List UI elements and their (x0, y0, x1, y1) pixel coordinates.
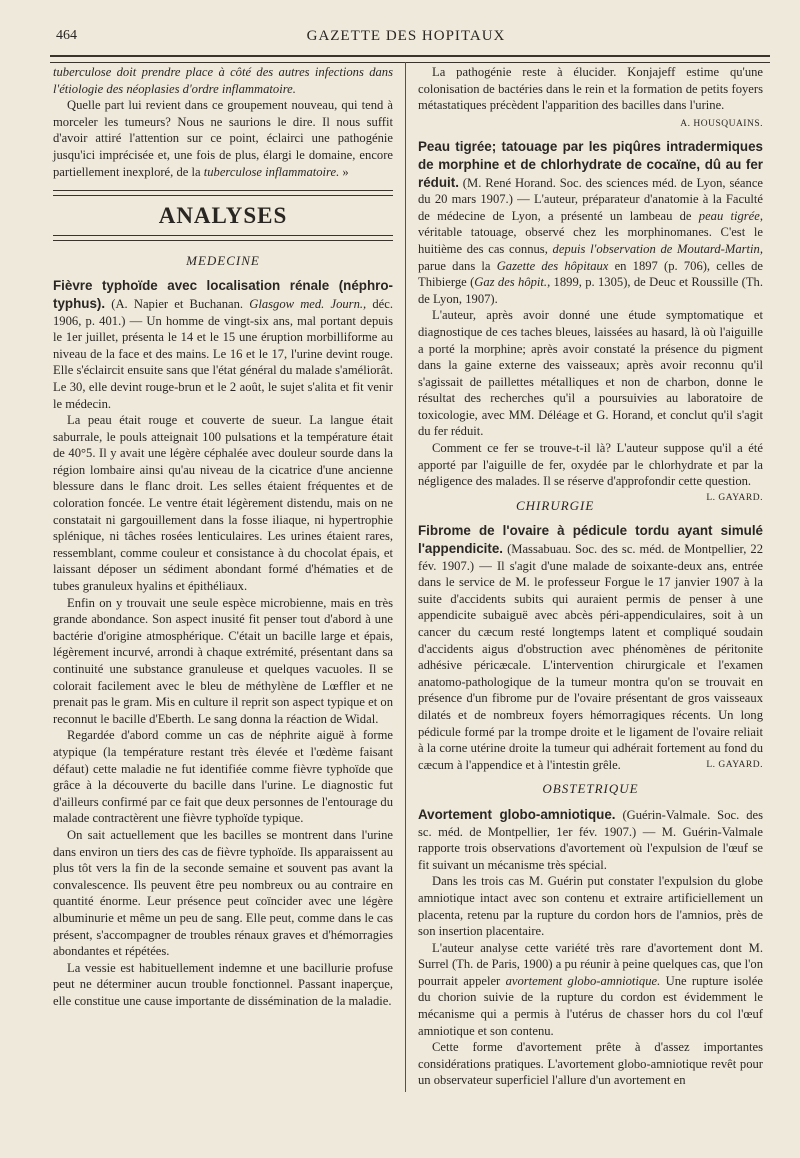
header-rule (50, 55, 770, 63)
journal-title: GAZETTE DES HOPITAUX (306, 28, 506, 44)
right-column (418, 64, 763, 1089)
article-1-paragraph-5: On sait actuellement que les bacilles se montrent dans l'urine dans environ un tiers des cas de fièvre typhoïde. Ils apparaissent au plus tôt vers la fin de la seconde semaine et souvent pas avant la convalescence. Ils peuvent être peu nombreux ou au contraire en quantité énorme. Leur présence peut coïncider avec une légère albuminurie et même un peu de sang. Elle peut, comme dans le cas présent, s'accompagner de troubles rénaux graves et d'hémorragies abondantes et répétées. (53, 827, 393, 959)
article-1-paragraph-3: Enfin on y trouvait une seule espèce microbienne, mais en très grande abondance. Son aspect inusité fit penser tout d'abord à une bactérie d'origine atmosphérique. C'était un bacille large et épais, légèrement incurvé, arrondi à chaque extrémité, présentant dans sa continuité une substance granuleuse et quelques vacuoles. Il se colorait facilement avec le bleu de méthylène de Lœffler et ne prenait pas le gram. Mis en culture il reprit son aspect typique et on reconnut le bacille d'Eberth. Le sang donna la réaction de Widal. (53, 595, 393, 726)
article-1-paragraph-4: Regardée d'abord comme un cas de néphrite aiguë à forme atypique (la température restant très élevée et l'œdème faisant défaut) cette maladie ne fut identifiée comme fièvre typhoïde que grâce à la découverte du bacille dans l'urine. Le diagnostic fut d'ailleurs confirmé par ce fait que deux personnes de l'entourage du malade contractèrent une fièvre typhoïde typique. (53, 728, 393, 826)
intro-paragraph-1: tuberculose doit prendre place à côté des autres infections dans l'étiologie des néoplasies d'ordre inflammatoire. (53, 65, 393, 96)
page-header (50, 28, 762, 50)
article-4-paragraph-2: Dans les trois cas M. Guérin put constater l'expulsion du globe amniotique intact avec son contenu et extraire artificiellement un placenta, retenu par la rupture du cordon hors de l'amnios, près de son insertion placentaire. (418, 874, 763, 939)
article-4-paragraph-3: L'auteur analyse cette variété très rare d'avortement dont M. Surrel (Th. de Paris, 1900) a pu réunir à peine quelques cas, que l'on pourrait appeler avortement globo-amniotique. Une rupture isolée du chorion suivie de la rupture du cordon est évidemment le mécanisme qui a permis à l'utérus de chasser hors du col l'œuf amniotique et son contenu. (418, 940, 763, 1038)
subsection-obstetrique: OBSTETRIQUE (542, 781, 639, 797)
intro-paragraph-2: Quelle part lui revient dans ce groupement nouveau, qui tend à morceler les tumeurs? Nous ne saurions le dire. Il nous suffit d'avoir attiré l'attention sur ce point, éclairci une pathogénie jusqu'ici imprécisée et, une fois de plus, élargi le domaine, encore partiellement inexploré, de la tuberculose inflammatoire. » (53, 98, 393, 179)
column-divider (405, 62, 406, 1092)
article-1-paragraph-2: La peau était rouge et couverte de sueur. La langue était saburrale, le pouls atteignait 100 pulsations et la température était de 40°5. Il y avait une légère céphalée avec douleur sourde dans la région lombaire ainsi qu'au niveau de la cicatrice d'une ancienne blessure dans le flanc droit. Les selles étaient fréquentes et de coloration foncée. Le ventre était légèrement distendu, mais on ne constatait ni gargouillement dans la fosse iliaque, ni hypertrophie splénique, ni tâches rosées lenticulaires. Les urines étaient rares, ressemblant, comme couleur et consistance à du chocolat épais, et laissant déposer un sédiment abondant formé d'hématies et de tubes granuleux hyalins et épithéliaux. (53, 413, 393, 594)
article-3-title: Fibrome de l'ovaire à pédicule tordu ayant simulé l'appendicite. (418, 523, 763, 557)
signature-1: A. HOUSQUAINS. (680, 118, 763, 129)
section-separator-bottom (53, 235, 393, 241)
article-2-title: Peau tigrée; tatouage par les piqûres intradermiques de morphine et de chlorhydrate de cocaïne, dû au fer réduit. (418, 139, 763, 190)
section-separator (53, 190, 393, 196)
article-2-intro: Peau tigrée; tatouage par les piqûres intradermiques de morphine et de chlorhydrate de cocaïne, dû au fer réduit. (M. René Horand. Soc. des sciences méd. de Lyon, séance du 20 mars 1907.) — L'auteur, préparateur d'anatomie à la Faculté de médecine de Lyon, a présenté un lambeau de peau tigrée, véritable tatouage, observé chez les morphinomanes. C'est le huitième des cas connus, depuis l'observation de Moutard-Martin, parue dans la Gazette des hôpitaux en 1897 (p. 706), celles de Thibierge (Gaz des hôpit., 1899, p. 1305), de Deuc et Roussille (Th. de Lyon, 1907). (418, 139, 764, 306)
article-1-conclusion: La pathogénie reste à élucider. Konjajeff estime qu'une colonisation de bactéries dans le rein et la formation de petits foyers métastatiques précèdent l'apparition des bacilles dans l'urine. (418, 65, 763, 113)
article-2-paragraph-3: Comment ce fer se trouve-t-il là? L'auteur suppose qu'il a été apporté par l'aiguille de fer, oxydée par le chlorhydrate et par la négligence des malades. Il se réserve d'approfondir cette question. L. GAYARD. (418, 440, 763, 490)
page-number: 464 (56, 28, 77, 43)
article-3-intro: Fibrome de l'ovaire à pédicule tordu ayant simulé l'appendicite. (Massabuau. Soc. des sc. méd. de Montpellier, 22 fév. 1907.) — Il s'agit d'une malade de soixante-deux ans, entrée dans le service de M. le professeur Forgue le 17 janvier 1907 à la suite d'accidents subits qui auraient permis de penser à une appendicite subaiguë avec abcès péri-appendiculaires, soit à un cancer du cæcum resté longtemps latent et compliqué soudain d'accidents aigus d'obstruction avec phénomènes de péritonite adhésive péricæcale. L'intervention chirurgicale et l'examen anatomo-pathologique de la tumeur montra qu'on se trouvait en présence d'un fibrome pur de l'ovaire présentant de gros vaisseaux dilatés et de nombreux foyers hémorragiques récents. Un long pédicule formé par la trompe droite et le ligament de l'ovaire reliait à la corne utérine droite la tumeur qui adhérait fortement au fond du cæcum à l'appendice et à l'intestin grêle. L. GAYARD. (418, 523, 763, 772)
article-2-paragraph-2: L'auteur, après avoir donné une étude symptomatique et diagnostique de ces taches bleues, laissées au hasard, là où l'aiguille a porté la morphine; après avoir constaté la présence du pigment dans la gaine externe des vaisseaux; après avoir reconnu qu'il s'agissait de paillettes métalliques et non de charbon, donne le résultat des recherches qu'il a poursuivies au laboratoire de toxicologie, avec MM. Déléage et G. Horand, et conclut qu'il s'agit du fer réduit. (418, 308, 763, 439)
signature-3: L. GAYARD. (706, 759, 763, 770)
subsection-title: MEDECINE (186, 252, 260, 268)
signature-2: L. GAYARD. (706, 492, 763, 503)
subsection-chirurgie: CHIRURGIE (516, 497, 595, 513)
left-column (53, 64, 393, 1009)
article-1-title: Fièvre typhoïde avec localisation rénale (néphro-typhus). (53, 278, 393, 311)
article-4-paragraph-4: Cette forme d'avortement prête à d'assez importantes considérations pratiques. L'avortement globo-amniotique revêt pour un observateur superficiel l'allure d'un avortement en (418, 1040, 763, 1088)
article-4-title: Avortement globo-amniotique. (418, 806, 616, 822)
section-title: ANALYSES (158, 203, 288, 229)
article-4-intro: Avortement globo-amniotique. (Guérin-Valmale. Soc. des sc. méd. de Montpellier, 1er fév. 1907.) — M. Guérin-Valmale rapporte trois observations d'avortement où l'expulsion de l'œuf se fit suivant un mécanisme très spécial. (418, 806, 763, 872)
article-1-paragraph-6: La vessie est habituellement indemne et une bacillurie profuse peut ne déterminer aucun trouble fonctionnel. Passant inaperçue, elle constitue une cause importante de dissémination de la maladie. (53, 960, 393, 1008)
article-1-intro: Fièvre typhoïde avec localisation rénale (néphro-typhus). (A. Napier et Buchanan. Glasgow med. Journ., déc. 1906, p. 401.) — Un homme de vingt-six ans, mal portant depuis le 1er juillet, présenta le 14 et le 15 une éruption morbilliforme au niveau de la face et des mains. Le 16 et le 17, l'urine devint rouge. Elle s'éclaircit ensuite sans que l'état général du malade s'améliorât. Le 30, elle devint rouge-brun et le 2 août, le sujet s'alita et fit venir le médecin. (53, 278, 393, 411)
